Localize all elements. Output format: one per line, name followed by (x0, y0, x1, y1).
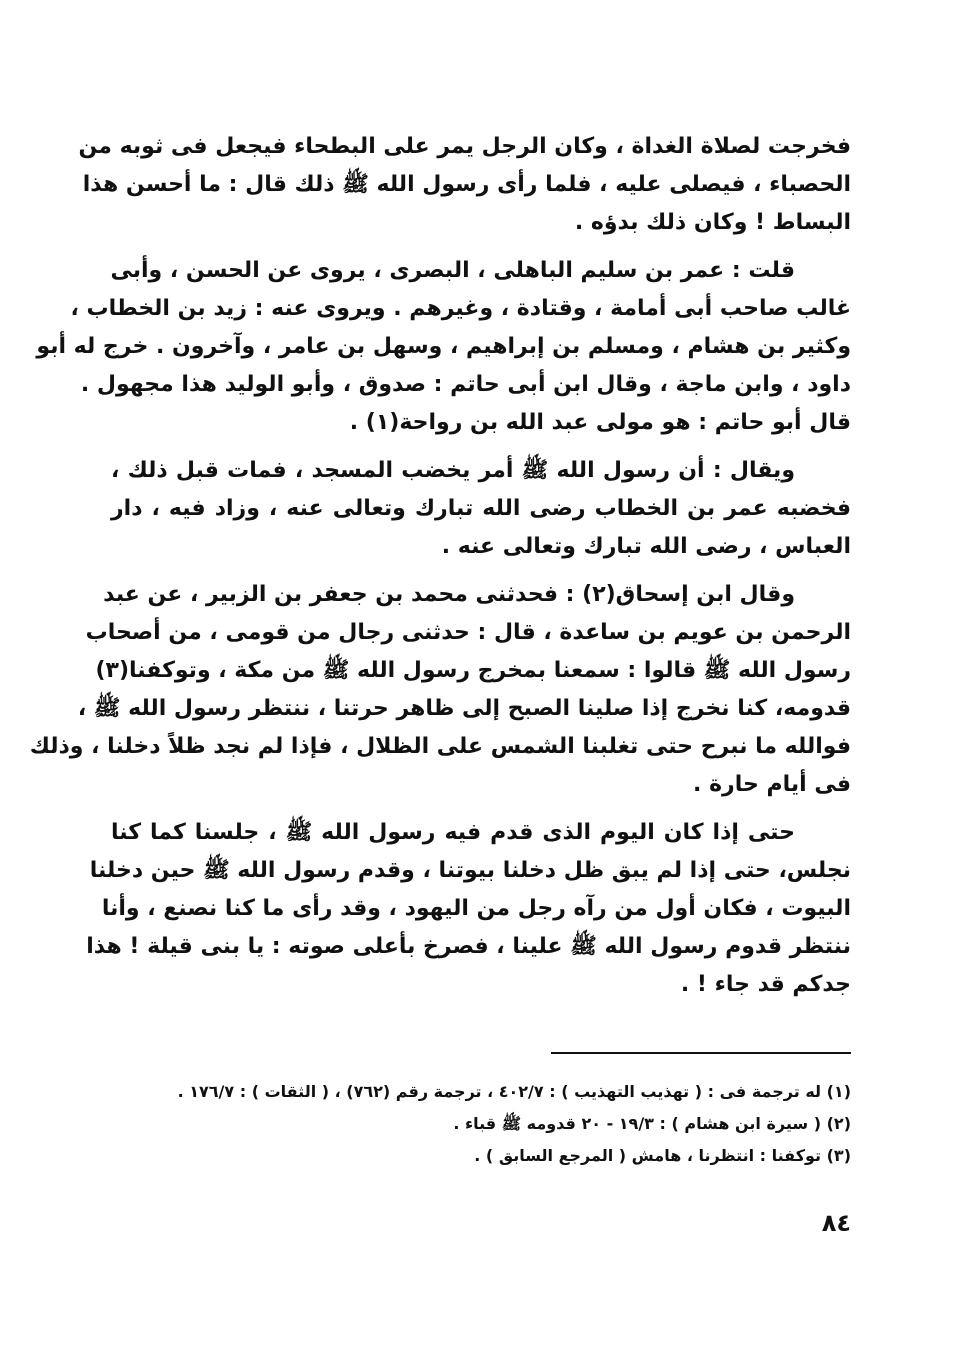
paragraph-5 (86, 814, 851, 1004)
paragraph-3 (111, 452, 851, 566)
text-line: ننتظر قدوم رسول الله ﷺ علينا ، فصرخ بأعلى صوته : يا بنى قيلة ! هذا (86, 934, 851, 959)
main-text (29, 128, 851, 1014)
footnote-1: (١) له ترجمة فى : ( تهذيب التهذيب ) : ٤٠٢/٧ ، ترجمة رقم (٧٦٢) ، ( الثقات ) : ١٧٦/٧ . (177, 1082, 851, 1101)
text-line: حتى إذا كان اليوم الذى قدم فيه رسول الله ﷺ ، جلسنا كما كنا (111, 820, 795, 845)
footnote-2: (٢) ( سيرة ابن هشام ) : ١٩/٣ - ٢٠ قدومه ﷺ قباء . (453, 1114, 851, 1133)
text-line: فى أيام حارة . (693, 772, 851, 797)
text-line: البساط ! وكان ذلك بدؤه . (574, 210, 851, 235)
page-number: ٨٤ (821, 1209, 851, 1237)
text-line: غالب صاحب أبى أمامة ، وقتادة ، وغيرهم . ويروى عنه : زيد بن الخطاب ، (70, 296, 851, 321)
text-line: فخضبه عمر بن الخطاب رضى الله تبارك وتعالى عنه ، وزاد فيه ، دار (111, 496, 851, 521)
text-line: نجلس، حتى إذا لم يبق ظل دخلنا بيوتنا ، وقدم رسول الله ﷺ حين دخلنا (89, 858, 851, 883)
text-line: وقال ابن إسحاق(٢) : فحدثنى محمد بن جعفر بن الزبير ، عن عبد (103, 582, 795, 607)
paragraph-1 (78, 128, 851, 242)
text-line: فخرجت لصلاة الغداة ، وكان الرجل يمر على البطحاء فيجعل فى ثوبه من (78, 134, 851, 159)
text-line: قال أبو حاتم : هو مولى عبد الله بن رواحة(١) . (349, 410, 851, 435)
text-line: داود ، وابن ماجة ، وقال ابن أبى حاتم : صدوق ، وأبو الوليد هذا مجهول . (80, 372, 851, 397)
text-line: العباس ، رضى الله تبارك وتعالى عنه . (441, 534, 851, 559)
text-line: جدكم قد جاء ! . (680, 972, 851, 997)
paragraph-4 (29, 576, 851, 804)
text-line: البيوت ، فكان أول من رآه رجل من اليهود ، وقد رأى ما كنا نصنع ، وأنا (101, 896, 851, 921)
text-line: فوالله ما نبرح حتى تغلبنا الشمس على الظلال ، فإذا لم نجد ظلاً دخلنا ، وذلك (29, 734, 851, 759)
paragraph-2 (36, 252, 851, 442)
text-line: قلت : عمر بن سليم الباهلى ، البصرى ، يروى عن الحسن ، وأبى (110, 258, 795, 283)
text-line: ويقال : أن رسول الله ﷺ أمر يخضب المسجد ، فمات قبل ذلك ، (111, 458, 795, 483)
text-line: قدومه، كنا نخرج إذا صلينا الصبح إلى ظاهر حرتنا ، ننتظر رسول الله ﷺ ، (77, 696, 851, 721)
text-line: وكثير بن هشام ، ومسلم بن إبراهيم ، وسهل بن عامر ، وآخرون . خرج له أبو (36, 334, 851, 359)
footnote-3: (٣) توكفنا : انتظرنا ، هامش ( المرجع السابق ) . (474, 1146, 851, 1165)
footnotes (111, 1076, 851, 1172)
text-line: رسول الله ﷺ قالوا : سمعنا بمخرج رسول الله ﷺ من مكة ، وتوكفنا(٣) (95, 658, 851, 683)
footnote-divider (551, 1052, 851, 1054)
text-line: الرحمن بن عويم بن ساعدة ، قال : حدثنى رجال من قومى ، من أصحاب (85, 620, 851, 645)
text-line: الحصباء ، فيصلى عليه ، فلما رأى رسول الله ﷺ ذلك قال : ما أحسن هذا (82, 172, 851, 197)
